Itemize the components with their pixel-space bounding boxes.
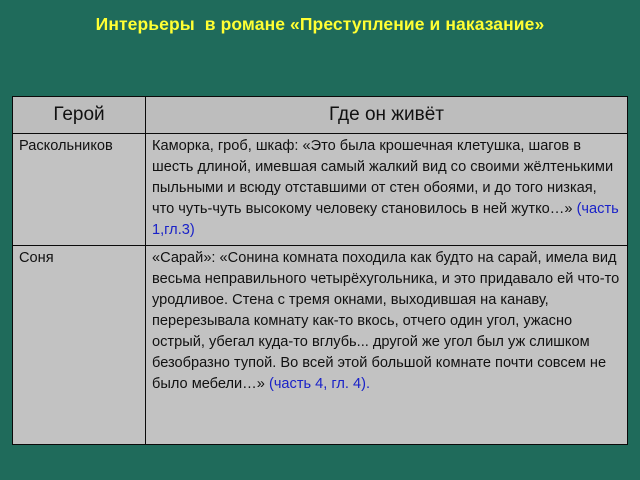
column-header-place: Где он живёт	[146, 97, 628, 134]
description-cell	[146, 134, 628, 246]
column-header-hero: Герой	[13, 97, 146, 134]
hero-name-raskolnikov: Раскольников	[13, 134, 146, 246]
slide-title: Интерьеры в романе «Преступление и наказание»	[95, 14, 545, 34]
chapter-reference: (часть 1,гл.3)	[152, 201, 619, 238]
description-text: «Сарай»: «Сонина комната походила как будто на сарай, имела вид весьма неправильного четырёхугольника, и это придавало ей что-то уродливое. Стена с тремя окнами, выходившая на канаву, перерезывала комнату как-то вкось, отчего один угол, ужасно острый, убегал куда-то вглубь... другой же угол был уж слишком безобразно тупой. Во всей этой большой комнате почти совсем не было мебели…»	[152, 250, 620, 392]
description-text: Каморка, гроб, шкаф: «Это была крошечная клетушка, шагов в шесть длиной, имевшая самый жалкий вид со своими жёлтенькими пыльными и всюду отставшими от стен обоями, и до того низкая, что чуть-чуть высокому человеку становилось в ней жутко…»	[152, 138, 614, 217]
table-header-row	[13, 97, 628, 134]
interiors-table	[12, 96, 628, 445]
table-row	[13, 246, 628, 445]
table-row	[13, 134, 628, 246]
hero-name-sonya: Соня	[13, 246, 146, 445]
chapter-reference: (часть 4, гл. 4).	[268, 376, 371, 392]
description-cell	[146, 246, 628, 445]
